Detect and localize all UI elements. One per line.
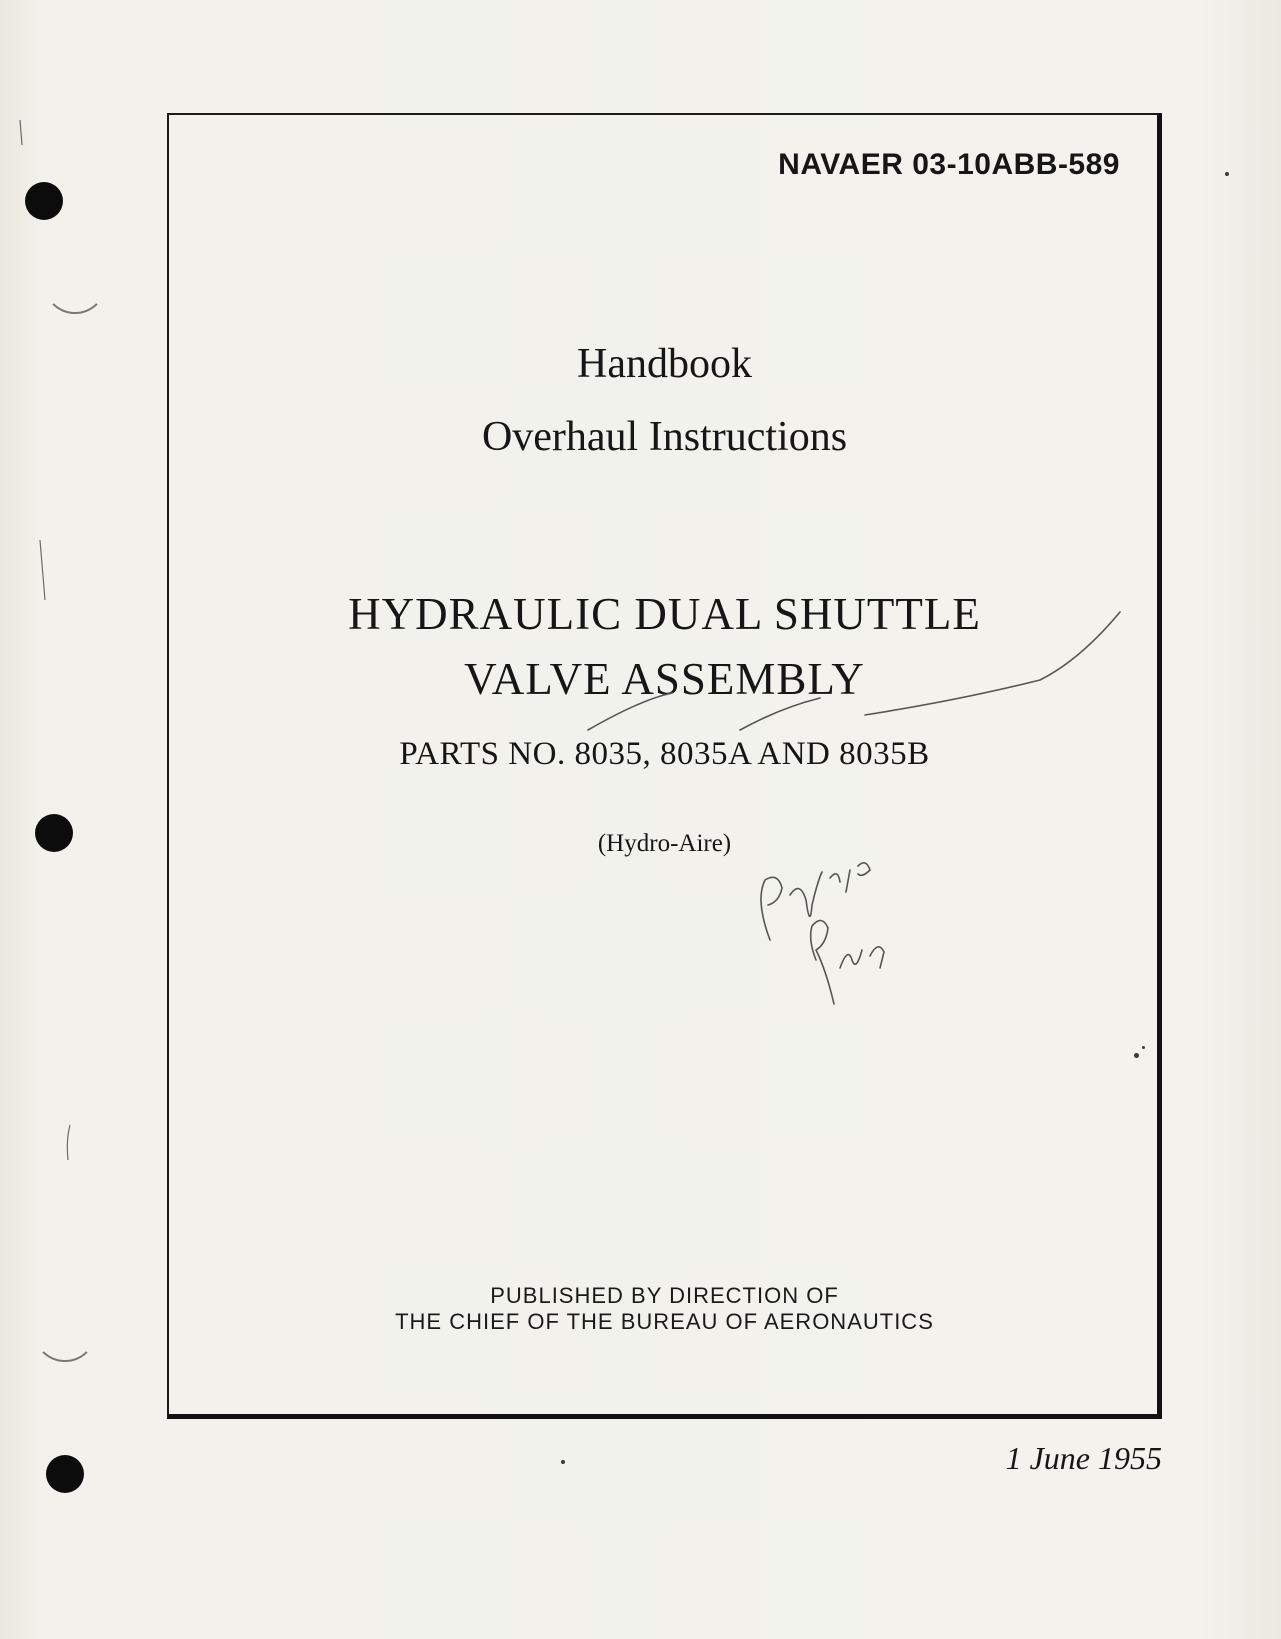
handbook-heading: Handbook xyxy=(577,341,752,387)
title-line-2: VALVE ASSEMBLY xyxy=(464,654,865,704)
parts-number-line: PARTS NO. 8035, 8035A AND 8035B xyxy=(399,736,930,772)
published-by-line-1: PUBLISHED BY DIRECTION OF xyxy=(490,1283,839,1308)
publication-date: 1 June 1955 xyxy=(1005,1440,1162,1476)
overhaul-heading: Overhaul Instructions xyxy=(481,414,848,460)
published-by-line-2: THE CHIEF OF THE BUREAU OF AERONAUTICS xyxy=(395,1309,934,1334)
title-line-1: HYDRAULIC DUAL SHUTTLE xyxy=(348,589,981,639)
document-number: NAVAER 03-10ABB-589 xyxy=(778,148,1120,181)
manufacturer-line: (Hydro-Aire) xyxy=(597,830,732,857)
